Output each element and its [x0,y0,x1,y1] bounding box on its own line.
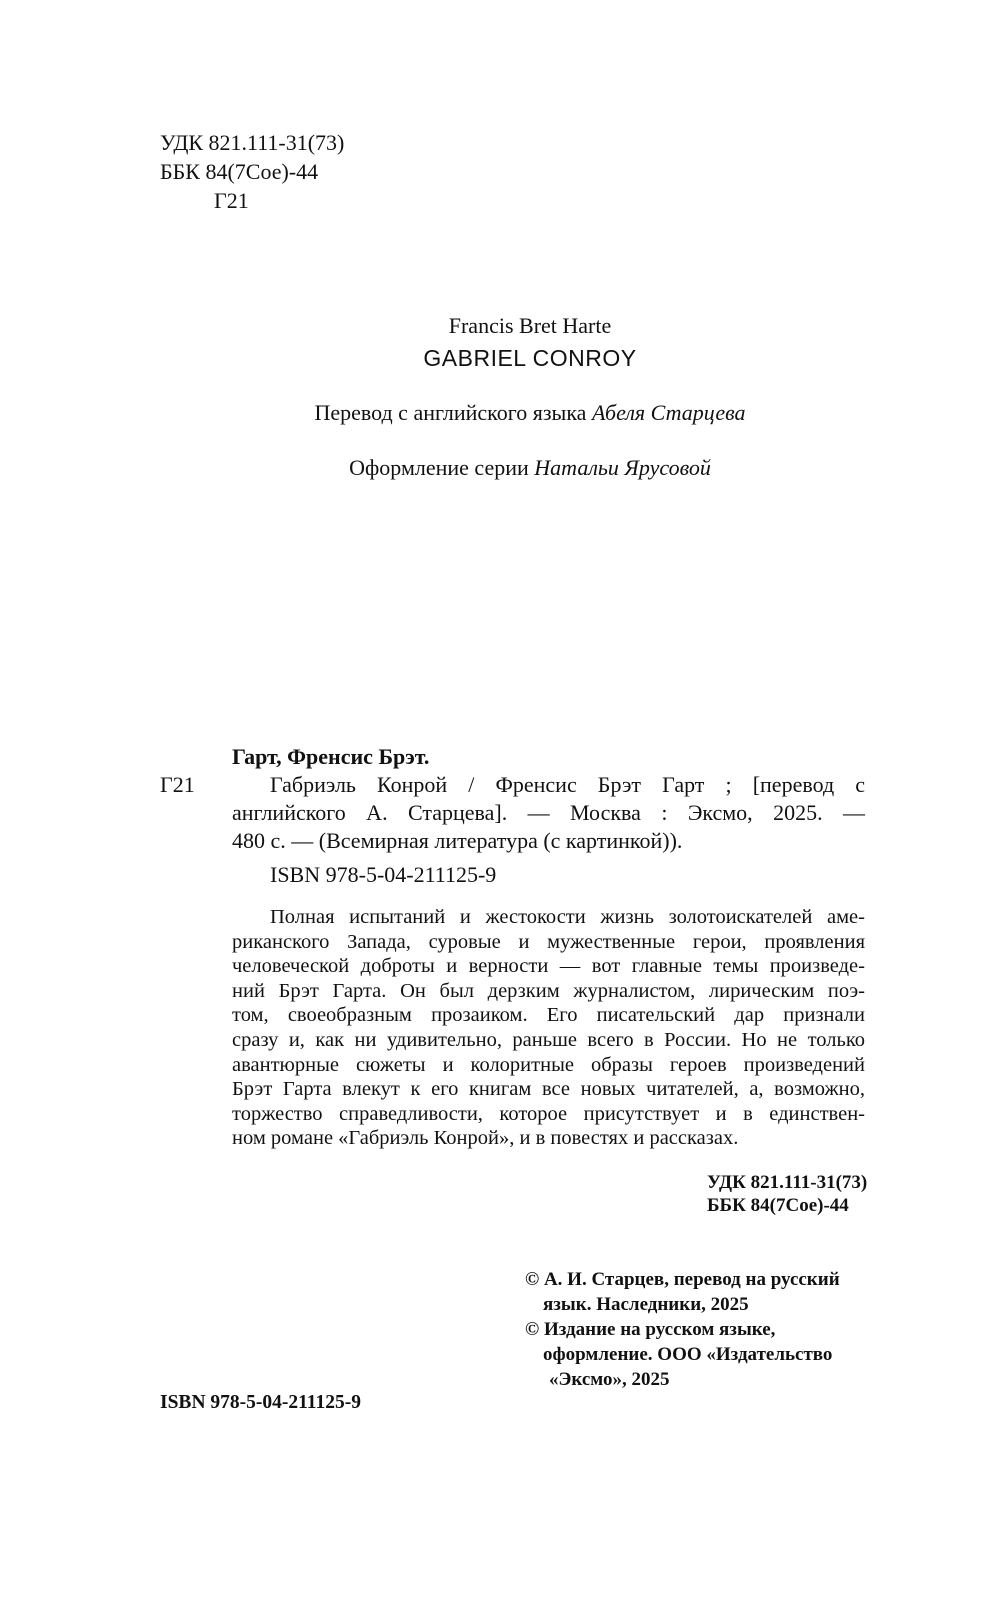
designer-name: Натальи Ярусовой [534,455,711,480]
annotation [232,905,865,1151]
annotation-line: Полная испытаний и жестокости жизнь золотоискателей аме- [270,906,865,928]
annotation-line: человеческой доброты и верности — вот главные темы произведе- [232,955,865,978]
bbk-code: ББК 84(7Сое)-44 [160,159,319,184]
copyright-2-line-1: © Издание на русском языке, [525,1319,776,1340]
design-credit [0,455,1000,481]
bottom-isbn: ISBN 978-5-04-211125-9 [160,1392,361,1413]
udk-code: УДК 821.111-31(73) [160,130,345,155]
annotation-line: торжество справедливости, которое присутствует и в единствен- [232,1102,865,1125]
record-line-1: Габриэль Конрой / Френсис Брэт Гарт ; [перевод с [270,772,865,797]
record-isbn: ISBN 978-5-04-211125-9 [270,862,497,887]
annotation-line: риканского Запада, суровые и мужественные герои, проявления [232,930,865,953]
record-mark: Г21 [160,772,195,797]
author-mark: Г21 [214,188,249,213]
copyright-2-line-3: «Эксмо», 2025 [549,1369,670,1390]
copyright-1 [525,1267,840,1392]
translation-prefix: Перевод с английского языка [314,400,587,425]
record-heading: Гарт, Френсис Брэт. [232,744,430,769]
annotation-line: Брэт Гарта влекут к его книгам все новых читателей, а, возможно, [232,1078,865,1101]
record-bbk: ББК 84(7Сое)-44 [707,1195,849,1216]
original-author: Francis Bret Harte [448,313,612,338]
design-prefix: Оформление серии [349,455,529,480]
copyright-1-line-2: язык. Наследники, 2025 [543,1294,749,1315]
annotation-line: том, своеобразным прозаиком. Его писательский дар признали [232,1004,865,1027]
translator-name: Абеля Старцева [591,400,746,425]
record-line-3: 480 с. — (Всемирная литература (с картинкой)). [232,828,683,853]
copyright-1-line-1: © А. И. Старцев, перевод на русский [525,1269,840,1290]
annotation-line: авантюрные сюжеты и колоритные образы героев произведений [232,1053,865,1076]
copyright-2-line-2: оформление. ООО «Издательство [543,1344,833,1365]
translation-credit [0,400,1000,426]
annotation-line: ний Брэт Гарта. Он был дерзким журналистом, лирическим поэ- [232,979,865,1002]
record-udk: УДК 821.111-31(73) [707,1172,868,1193]
original-title: GABRIEL CONROY [423,345,637,371]
record-line-2: английского А. Старцева]. — Москва : Эксмо, 2025. — [232,800,865,825]
annotation-line: ном романе «Габриэль Конрой», и в повестях и рассказах. [232,1127,739,1150]
annotation-line: сразу и, как ни удивительно, раньше всего в России. Но не только [232,1028,865,1051]
